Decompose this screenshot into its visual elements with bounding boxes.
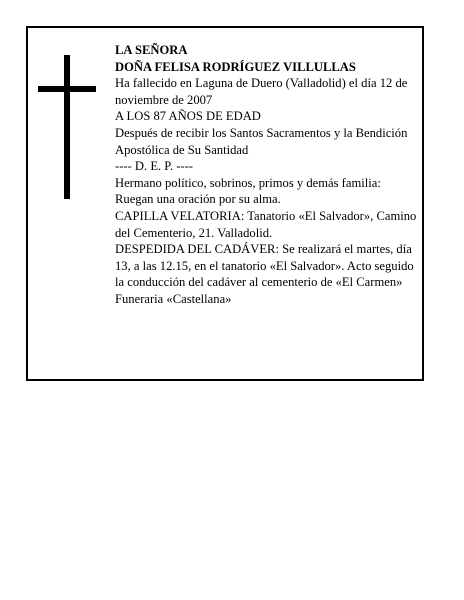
age-line: A LOS 87 AÑOS DE EDAD bbox=[115, 109, 261, 124]
funeral-home-line: Funeraria «Castellana» bbox=[115, 291, 232, 306]
notice-text bbox=[115, 42, 421, 308]
rip-line: ---- D. E. P. ---- bbox=[115, 159, 193, 174]
obituary-notice bbox=[26, 26, 424, 381]
prayer-line: Ruegan una oración por su alma. bbox=[115, 192, 281, 207]
farewell-line: DESPEDIDA DEL CADÁVER: Se realizará el martes, día 13, a las 12.15, en el tanatorio «El Salvador». Acto seguido la conducción del cadáver al cementerio de «El Carmen» bbox=[115, 242, 414, 290]
notice-heading: LA SEÑORA bbox=[115, 43, 188, 57]
cross-horizontal-bar bbox=[38, 86, 96, 92]
death-details: Ha fallecido en Laguna de Duero (Valladolid) el día 12 de noviembre de 2007 bbox=[115, 76, 408, 107]
sacraments-line: Después de recibir los Santos Sacramentos y la Bendición Apostólica de Su Santidad bbox=[115, 125, 408, 157]
family-line: Hermano político, sobrinos, primos y demás familia: bbox=[115, 175, 381, 190]
cross-icon bbox=[38, 55, 96, 199]
cross-vertical-bar bbox=[64, 55, 70, 199]
deceased-name: DOÑA FELISA RODRÍGUEZ VILLULLAS bbox=[115, 59, 356, 74]
chapel-line: CAPILLA VELATORIA: Tanatorio «El Salvador», Camino del Cementerio, 21. Valladolid. bbox=[115, 208, 417, 240]
